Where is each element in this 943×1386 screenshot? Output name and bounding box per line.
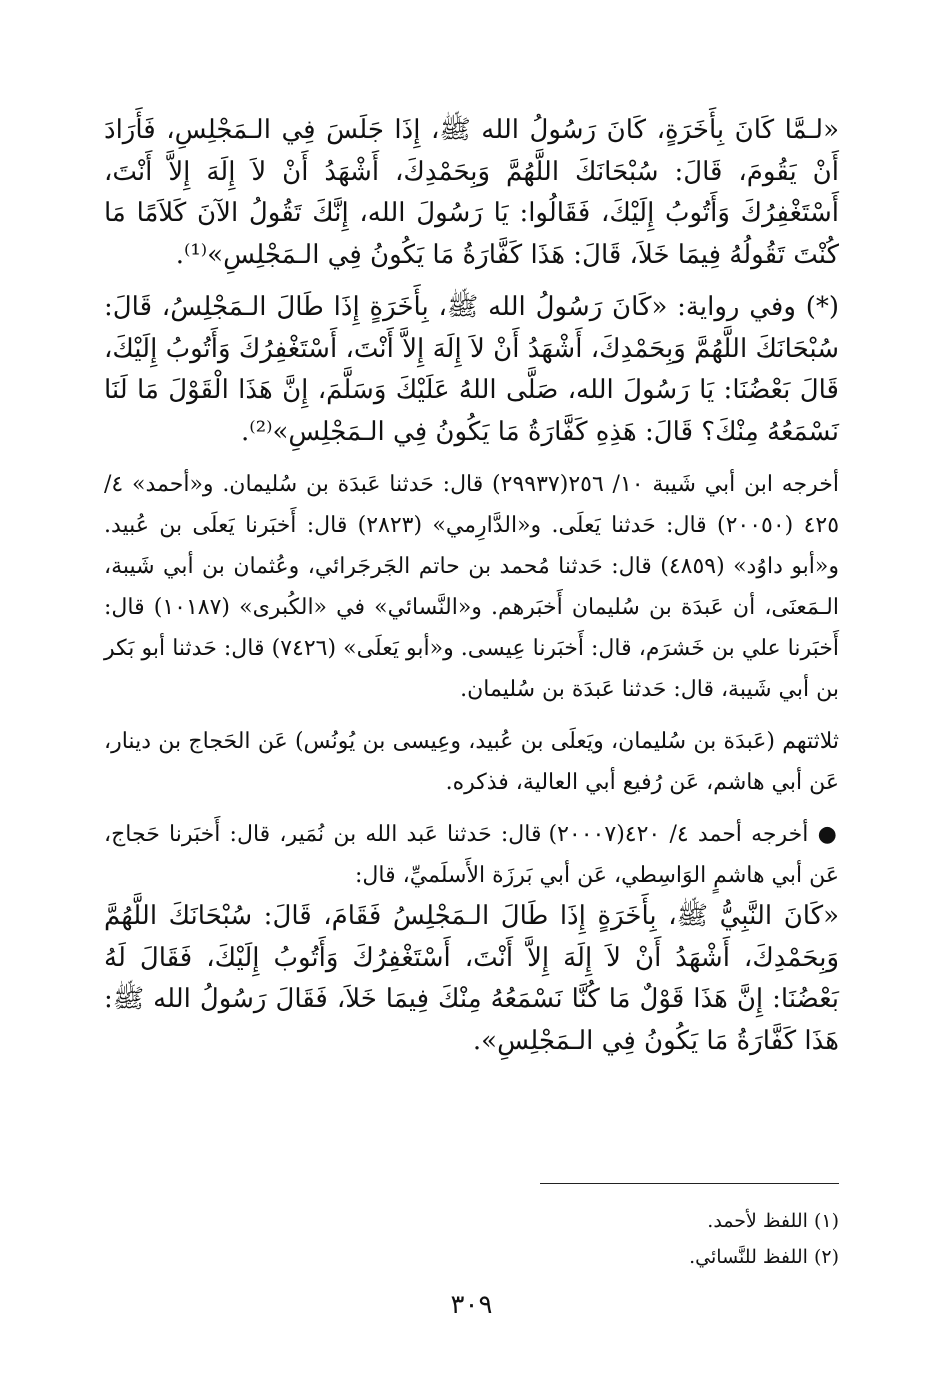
takhrij-paragraph-2: ● أخرجه أحمد ٤/ ٤٢٠(٢٠٠٠٧) قال: حَدثنا عَبد الله بن نُمَير، قال: أَخبَرنا حَجاج، عَن أبي هاشمٍ الوَاسِطي، عَن أبي بَرزَة الأَسلَميِّ، قال: — [104, 822, 840, 888]
footnote-1: (١) اللفظ لأحمد. — [707, 1210, 839, 1232]
page-number: ٣٠٩ — [450, 1290, 493, 1320]
hadith-paragraph-2: (*) وفي رواية: «كَانَ رَسُولُ الله ﷺ، بِأَخَرَةٍ إِذَا طَالَ الـمَجْلِسُ، قَالَ: سُبْحَانَكَ اللَّهُمَّ وَبِحَمْدِكَ، أَشْهَدُ أَنْ لاَ إِلَهَ إِلاَّ أَنْتَ، أَسْتَغْفِرُكَ وَأَتُوبُ إِلَيْكَ، قَالَ بَعْضُنَا: يَا رَسُولَ الله، صَلَّى اللهُ عَلَيْكَ وَسَلَّمَ، إِنَّ هَذَا الْقَوْلَ مَا لَنَا نَسْمَعُهُ مِنْكَ؟ قَالَ: هَذِهِ كَفَّارَةُ مَا يَكُونُ فِي الـمَجْلِسِ»⁽²⁾. — [104, 292, 839, 447]
takhrij-paragraph: أخرجه ابن أبي شَيبة ١٠/ ٢٥٦(٢٩٩٣٧) قال: حَدثنا عَبدَة بن سُليمان. و«أحمد» ٤/ ٤٢٥ (٢٠٠٥٠) قال: حَدثنا يَعلَى. و«الدَّارِمي» (٢٨٢٣) قال: أَخبَرنا يَعلَى بن عُبيد. و«أبو داوُد» (٤٨٥٩) قال: حَدثنا مُحمد بن حاتم الجَرجَرائي، وعُثمان بن أبي شَيبة، الـمَعنَى، أن عَبدَة بن سُليمان أَخبَرهم. و«النَّسائي» في «الكُبرى» (١٠١٨٧) قال: أَخبَرنا علي بن خَشرَم، قال: أَخبَرنا عِيسى. و«أبو يَعلَى» (٧٤٢٦) قال: حَدثنا أبو بَكر بن أبي شَيبة، قال: حَدثنا عَبدَة بن سُليمان. — [104, 472, 840, 702]
hadith-paragraph-1: «لـمَّا كَانَ بِأَخَرَةٍ، كَانَ رَسُولُ الله ﷺ، إِذَا جَلَسَ فِي الـمَجْلِسِ، فَأَرَادَ أَنْ يَقُومَ، قَالَ: سُبْحَانَكَ اللَّهُمَّ وَبِحَمْدِكَ، أَشْهَدُ أَنْ لاَ إِلَهَ إِلاَّ أَنْتَ، أَسْتَغْفِرُكَ وَأَتُوبُ إِلَيْكَ، فَقَالُوا: يَا رَسُولَ الله، إِنَّكَ تَقُولُ الآنَ كَلاَمًا مَا كُنْتَ تَقُولُهُ فِيمَا خَلاَ، قَالَ: هَذَا كَفَّارَةُ مَا يَكُونُ فِي الـمَجْلِسِ»⁽¹⁾. — [104, 115, 839, 270]
footnotes — [540, 1203, 839, 1275]
chain-paragraph: ثلاثتهم (عَبدَة بن سُليمان، ويَعلَى بن عُبيد، وعِيسى بن يُونُس) عَن الحَجاج بن دينار، عَن أبي هاشم، عَن رُفيع أبي العالية، فذكره. — [104, 729, 839, 795]
main-text — [104, 110, 839, 1062]
hadith-paragraph-3: «كَانَ النَّبِيُّ ﷺ، بِأَخَرَةٍ إِذَا طَالَ الـمَجْلِسُ فَقَامَ، قَالَ: سُبْحَانَكَ اللَّهُمَّ وَبِحَمْدِكَ، أَشْهَدُ أَنْ لاَ إِلَهَ إِلاَّ أَنْتَ، أَسْتَغْفِرُكَ وَأَتُوبُ إِلَيْكَ، فَقَالَ لَهُ بَعْضُنَا: إِنَّ هَذَا قَوْلٌ مَا كُنَّا نَسْمَعُهُ مِنْكَ فِيمَا خَلاَ، فَقَالَ رَسُولُ الله ﷺ: هَذَا كَفَّارَةُ مَا يَكُونُ فِي الـمَجْلِسِ». — [104, 901, 839, 1056]
footnote-2: (٢) اللفظ للنَّسائي. — [689, 1246, 839, 1268]
footnote-divider — [540, 1183, 839, 1184]
